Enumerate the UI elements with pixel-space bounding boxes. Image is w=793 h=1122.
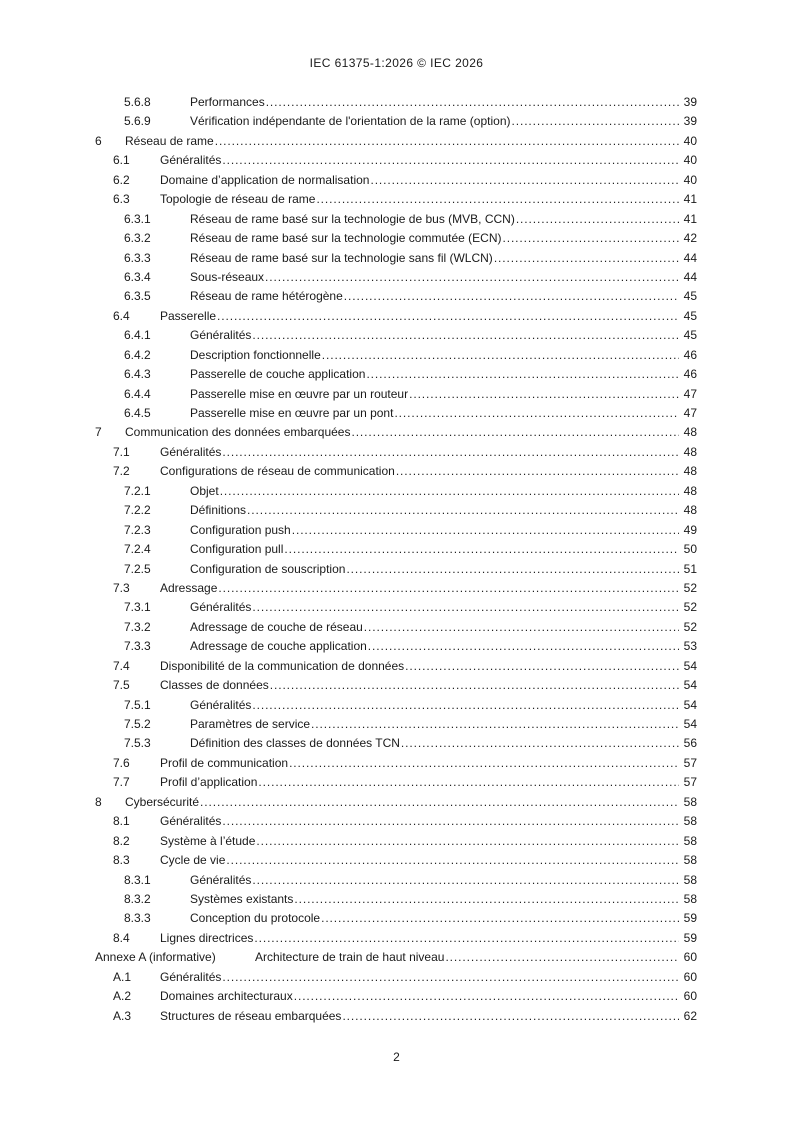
toc-entry-page: 49 <box>683 522 697 537</box>
toc-entry[interactable] <box>0 326 793 345</box>
toc-entry[interactable] <box>0 832 793 851</box>
toc-entry-number: 6.1 <box>113 153 130 168</box>
toc-entry-page: 58 <box>683 891 697 906</box>
toc-entry[interactable] <box>0 968 793 987</box>
toc-entry-page: 47 <box>683 406 697 420</box>
toc-entry-page: 58 <box>683 853 697 868</box>
toc-entry[interactable] <box>0 812 793 831</box>
toc-entry-page: 40 <box>683 133 697 148</box>
dot-leader <box>252 598 679 617</box>
toc-entry-number: 7.5.1 <box>124 697 151 712</box>
toc-entry-page: 52 <box>683 600 697 615</box>
toc-entry-title: Objet <box>190 483 219 498</box>
dot-leader <box>351 423 679 442</box>
toc-entry-title: Configuration de souscription <box>190 561 346 576</box>
dot-leader <box>322 346 679 365</box>
toc-entry[interactable] <box>0 987 793 1006</box>
dot-leader <box>252 696 679 715</box>
toc-entry-title: Généralités <box>160 814 222 829</box>
toc-entry-page: 42 <box>683 231 697 246</box>
toc-entry-title: Réseau de rame basé sur la technologie sans fil (WLCN) <box>190 250 493 265</box>
dot-leader <box>366 365 679 384</box>
dot-leader <box>445 948 679 967</box>
dot-leader <box>200 793 679 812</box>
page-header: IEC 61375-1:2026 © IEC 2026 <box>309 56 484 70</box>
dot-leader <box>409 385 679 404</box>
toc-entry-number: 8.4 <box>113 930 130 945</box>
dot-leader <box>222 443 679 462</box>
toc-entry-line <box>190 482 697 501</box>
dot-leader <box>364 618 679 637</box>
toc-entry-line <box>190 385 697 404</box>
toc-entry-title: Cybersécurité <box>125 794 200 809</box>
toc-entry-line <box>160 462 697 481</box>
toc-entry-number: 5.6.9 <box>124 114 151 129</box>
toc-entry-line <box>190 715 697 734</box>
toc-entry-title: Communication des données embarquées <box>125 425 351 440</box>
toc-entry-title: Réseau de rame hétérogène <box>190 289 343 304</box>
toc-entry[interactable] <box>0 734 793 753</box>
dot-leader <box>222 812 679 831</box>
toc-entry[interactable] <box>0 521 793 540</box>
toc-entry-page: 45 <box>683 328 697 343</box>
toc-entry-line <box>190 696 697 715</box>
toc-entry[interactable] <box>0 249 793 268</box>
toc-entry-line <box>160 190 697 209</box>
toc-entry[interactable] <box>0 365 793 384</box>
toc-entry-page: 48 <box>683 483 697 498</box>
toc-entry-title: Passerelle mise en œuvre par un routeur <box>190 386 409 401</box>
toc-entry-title: Définition des classes de données TCN <box>190 736 400 751</box>
toc-entry[interactable] <box>0 1007 793 1026</box>
toc-entry-title: Passerelle mise en œuvre par un pont <box>190 406 394 420</box>
toc-entry-title: Systèmes existants <box>190 891 294 906</box>
toc-entry-title: Architecture de train de haut niveau <box>255 950 445 965</box>
toc-entry[interactable] <box>0 851 793 870</box>
toc-entry-number: 7.2.5 <box>124 561 151 576</box>
toc-entry-title: Conception du protocole <box>190 911 321 926</box>
toc-entry-title: Profil de communication <box>160 755 289 770</box>
toc-entry-title: Généralités <box>190 328 252 343</box>
toc-entry-page: 60 <box>683 989 697 1004</box>
toc-entry-number: Annexe A (informative) <box>95 950 216 965</box>
toc-entry-number: A.1 <box>113 969 132 984</box>
toc-entry-page: 60 <box>683 969 697 984</box>
toc-entry-number: 6 <box>95 133 102 148</box>
toc-entry-number: 7.3.2 <box>124 619 151 634</box>
toc-entry[interactable] <box>0 560 793 579</box>
toc-entry[interactable] <box>0 715 793 734</box>
toc-entry-line <box>190 890 697 909</box>
page-number: 2 <box>393 1050 400 1064</box>
toc-entry[interactable] <box>0 793 793 812</box>
toc-entry-number: 8.1 <box>113 814 130 829</box>
toc-entry-number: A.3 <box>113 1008 132 1023</box>
dot-leader <box>266 93 679 112</box>
toc-entry-title: Vérification indépendante de l'orientation de la rame (option) <box>190 114 511 129</box>
toc-entry[interactable] <box>0 190 793 209</box>
toc-entry-line <box>190 598 697 617</box>
toc-entry[interactable] <box>0 229 793 248</box>
toc-entry-title: Performances <box>190 95 265 109</box>
toc-entry-page: 58 <box>683 872 697 887</box>
toc-entry[interactable] <box>0 618 793 637</box>
toc-entry-number: 7.4 <box>113 658 130 673</box>
toc-entry-number: 7.3.1 <box>124 600 151 615</box>
toc-entry-page: 44 <box>683 250 697 265</box>
toc-entry-number: 8.3 <box>113 853 130 868</box>
toc-entry-line <box>160 443 697 462</box>
toc-entry-line <box>160 1007 697 1026</box>
toc-entry-line <box>190 521 697 540</box>
toc-entry-number: 7.2.3 <box>124 522 151 537</box>
toc-entry-page: 62 <box>683 1008 697 1023</box>
toc-entry-number: 7 <box>95 425 102 440</box>
toc-entry-page: 52 <box>683 580 697 595</box>
toc-entry-title: Généralités <box>190 600 252 615</box>
dot-leader <box>284 540 679 559</box>
toc-entry-line <box>160 812 697 831</box>
toc-entry-page: 54 <box>683 678 697 693</box>
toc-entry-title: Cycle de vie <box>160 853 226 868</box>
toc-entry-number: 7.2.2 <box>124 503 151 518</box>
toc-entry-number: A.2 <box>113 989 132 1004</box>
toc-entry[interactable] <box>0 385 793 404</box>
toc-entry-number: 8.3.3 <box>124 911 151 926</box>
toc-entry-page: 57 <box>683 775 697 790</box>
toc-entry[interactable] <box>0 696 793 715</box>
toc-entry-page: 45 <box>683 308 697 323</box>
dot-leader <box>405 657 679 676</box>
toc-entry[interactable] <box>0 112 793 131</box>
toc-entry-line <box>190 637 697 656</box>
toc-entry-number: 7.7 <box>113 775 130 790</box>
toc-entry-line <box>190 93 697 112</box>
toc-entry-number: 6.4.5 <box>124 406 151 420</box>
toc-entry-title: Domaine d’application de normalisation <box>160 172 370 187</box>
toc-entry-title: Configuration pull <box>190 542 284 557</box>
dot-leader <box>346 560 679 579</box>
toc-entry[interactable] <box>0 462 793 481</box>
toc-entry-line <box>160 171 697 190</box>
toc-entry[interactable] <box>0 929 793 948</box>
dot-leader <box>215 132 679 151</box>
toc-entry-title: Généralités <box>160 444 222 459</box>
toc-entry-line <box>255 948 697 967</box>
toc-entry-number: 6.4.1 <box>124 328 151 343</box>
toc-entry-page: 52 <box>683 619 697 634</box>
toc-entry-title: Adressage de couche application <box>190 639 367 654</box>
toc-entry-page: 47 <box>683 386 697 401</box>
toc-entry-line <box>190 560 697 579</box>
toc-entry-page: 60 <box>683 950 697 965</box>
toc-entry[interactable] <box>0 676 793 695</box>
toc-entry-page: 41 <box>683 211 697 226</box>
toc-entry-number: 6.3.2 <box>124 231 151 246</box>
dot-leader <box>222 968 679 987</box>
toc-entry-title: Adressage <box>160 580 218 595</box>
dot-leader <box>252 326 679 345</box>
dot-leader <box>368 637 679 656</box>
toc-entry-line <box>160 657 697 676</box>
toc-entry-number: 6.4.3 <box>124 367 151 382</box>
dot-leader <box>254 929 679 948</box>
toc-entry-line <box>190 871 697 890</box>
toc-entry-line <box>190 249 697 268</box>
toc-entry[interactable] <box>0 948 793 967</box>
toc-entry-line <box>160 754 697 773</box>
toc-entry-number: 7.1 <box>113 444 130 459</box>
toc-entry-title: Passerelle <box>160 308 217 323</box>
toc-entry-line <box>190 909 697 928</box>
toc-entry-number: 6.3.5 <box>124 289 151 304</box>
toc-entry-number: 7.2 <box>113 464 130 479</box>
dot-leader <box>342 1007 679 1026</box>
dot-leader <box>516 210 679 229</box>
toc-entry-number: 7.5.2 <box>124 717 151 731</box>
toc-entry-title: Paramètres de service <box>190 717 311 731</box>
toc-entry-page: 39 <box>683 95 697 109</box>
toc-entry[interactable] <box>0 132 793 151</box>
toc-entry-title: Configuration push <box>190 522 291 537</box>
toc-entry-title: Généralités <box>160 969 222 984</box>
toc-entry[interactable] <box>0 482 793 501</box>
toc-entry-title: Domaines architecturaux <box>160 989 293 1004</box>
toc-entry-page: 40 <box>683 153 697 168</box>
toc-entry-line <box>190 268 697 287</box>
toc-entry-page: 54 <box>683 658 697 673</box>
toc-entry-title: Réseau de rame basé sur la technologie commutée (ECN) <box>190 231 502 246</box>
toc-entry-page: 57 <box>683 755 697 770</box>
toc-entry-page: 48 <box>683 444 697 459</box>
dot-leader <box>316 190 679 209</box>
toc-entry-page: 59 <box>683 911 697 926</box>
toc-entry-page: 46 <box>683 347 697 362</box>
toc-entry[interactable] <box>0 423 793 442</box>
toc-entry-title: Disponibilité de la communication de données <box>160 658 405 673</box>
toc-entry-page: 58 <box>683 794 697 809</box>
toc-entry[interactable] <box>0 210 793 229</box>
toc-entry-line <box>190 287 697 306</box>
toc-entry-line <box>190 734 697 753</box>
toc-entry-title: Adressage de couche de réseau <box>190 619 363 634</box>
toc-entry[interactable] <box>0 598 793 617</box>
toc-entry-page: 48 <box>683 425 697 440</box>
toc-entry[interactable] <box>0 268 793 287</box>
toc-entry-number: 7.2.4 <box>124 542 151 557</box>
dot-leader <box>294 890 679 909</box>
toc-entry-number: 8.3.2 <box>124 891 151 906</box>
toc-entry-title: Topologie de réseau de rame <box>160 192 316 207</box>
toc-entry[interactable] <box>0 657 793 676</box>
toc-entry-line <box>190 210 697 229</box>
toc-entry-title: Configurations de réseau de communication <box>160 464 395 479</box>
toc-entry-page: 45 <box>683 289 697 304</box>
toc-entry-title: Passerelle de couche application <box>190 367 366 382</box>
toc-entry-line <box>160 851 697 870</box>
dot-leader <box>344 287 679 306</box>
toc-entry-line <box>190 112 697 131</box>
toc-entry-title: Réseau de rame basé sur la technologie de bus (MVB, CCN) <box>190 211 515 226</box>
toc-entry-page: 54 <box>683 697 697 712</box>
toc-entry-page: 40 <box>683 172 697 187</box>
toc-entry-page: 53 <box>683 639 697 654</box>
toc-entry-page: 54 <box>683 717 697 731</box>
toc-entry-title: Généralités <box>190 872 252 887</box>
dot-leader <box>294 987 679 1006</box>
dot-leader <box>502 229 679 248</box>
toc-entry-title: Sous-réseaux <box>190 269 265 284</box>
toc-entry-line <box>160 968 697 987</box>
toc-entry-page: 39 <box>683 114 697 129</box>
toc-entry-page: 48 <box>683 503 697 518</box>
toc-entry-line <box>190 540 697 559</box>
toc-entry-line <box>190 229 697 248</box>
toc-entry-page: 56 <box>683 736 697 751</box>
toc-entry-line <box>160 987 697 1006</box>
toc-entry[interactable] <box>0 307 793 326</box>
toc-entry-title: Classes de données <box>160 678 269 693</box>
toc-entry-number: 7.5.3 <box>124 736 151 751</box>
toc-entry-page: 41 <box>683 192 697 207</box>
toc-entry-page: 58 <box>683 814 697 829</box>
dot-leader <box>289 754 679 773</box>
toc-entry[interactable] <box>0 754 793 773</box>
toc-entry-line <box>190 618 697 637</box>
toc-entry-page: 50 <box>683 542 697 557</box>
table-of-contents <box>0 93 793 1026</box>
dot-leader <box>256 832 679 851</box>
toc-entry-line <box>160 832 697 851</box>
toc-entry-line <box>190 365 697 384</box>
dot-leader <box>226 851 679 870</box>
dot-leader <box>218 579 679 598</box>
dot-leader <box>370 171 679 190</box>
toc-entry-number: 6.3.1 <box>124 211 151 226</box>
toc-entry-page: 58 <box>683 833 697 848</box>
toc-entry-title: Réseau de rame <box>125 133 214 148</box>
toc-entry-line <box>190 501 697 520</box>
dot-leader <box>401 734 679 753</box>
toc-entry-line <box>160 773 697 792</box>
toc-entry[interactable] <box>0 404 793 423</box>
toc-entry-title: Définitions <box>190 503 247 518</box>
toc-entry-page: 51 <box>683 561 697 576</box>
toc-entry-number: 6.4.4 <box>124 386 151 401</box>
toc-entry-number: 6.3 <box>113 192 130 207</box>
dot-leader <box>512 112 680 131</box>
toc-entry-line <box>160 929 697 948</box>
toc-entry-line <box>160 676 697 695</box>
toc-entry-line <box>160 307 697 326</box>
toc-entry[interactable] <box>0 346 793 365</box>
toc-entry[interactable] <box>0 890 793 909</box>
toc-entry-page: 59 <box>683 930 697 945</box>
toc-entry-number: 6.3.3 <box>124 250 151 265</box>
toc-entry-title: Structures de réseau embarquées <box>160 1008 342 1023</box>
toc-entry-line <box>160 579 697 598</box>
toc-entry-number: 8.2 <box>113 833 130 848</box>
toc-entry[interactable] <box>0 93 793 112</box>
dot-leader <box>222 151 679 170</box>
dot-leader <box>220 482 679 501</box>
dot-leader <box>217 307 679 326</box>
dot-leader <box>394 404 679 423</box>
dot-leader <box>252 871 679 890</box>
toc-entry-number: 6.4 <box>113 308 130 323</box>
toc-entry-title: Description fonctionnelle <box>190 347 321 362</box>
toc-entry-number: 7.2.1 <box>124 483 151 498</box>
toc-entry-title: Généralités <box>160 153 222 168</box>
toc-entry-number: 5.6.8 <box>124 95 151 109</box>
dot-leader <box>265 268 679 287</box>
toc-entry-title: Système à l’étude <box>160 833 256 848</box>
dot-leader <box>247 501 679 520</box>
toc-entry-title: Lignes directrices <box>160 930 254 945</box>
toc-entry[interactable] <box>0 579 793 598</box>
toc-entry-line <box>125 132 697 151</box>
dot-leader <box>396 462 679 481</box>
dot-leader <box>270 676 679 695</box>
toc-entry-number: 7.3 <box>113 580 130 595</box>
toc-entry-number: 7.3.3 <box>124 639 151 654</box>
toc-entry[interactable] <box>0 171 793 190</box>
dot-leader <box>292 521 679 540</box>
toc-entry[interactable] <box>0 637 793 656</box>
toc-entry-page: 48 <box>683 464 697 479</box>
toc-entry[interactable] <box>0 871 793 890</box>
toc-entry-line <box>160 151 697 170</box>
toc-entry-number: 7.5 <box>113 678 130 693</box>
toc-entry-number: 8 <box>95 794 102 809</box>
toc-entry-title: Profil d’application <box>160 775 258 790</box>
toc-entry[interactable] <box>0 773 793 792</box>
toc-entry-line <box>190 346 697 365</box>
toc-entry-line <box>125 793 697 812</box>
toc-entry[interactable] <box>0 151 793 170</box>
toc-entry-number: 6.3.4 <box>124 269 151 284</box>
dot-leader <box>311 715 679 734</box>
toc-entry-number: 8.3.1 <box>124 872 151 887</box>
toc-entry-line <box>125 423 697 442</box>
toc-entry-line <box>190 326 697 345</box>
toc-entry-number: 6.2 <box>113 172 130 187</box>
toc-entry-line <box>190 404 697 423</box>
toc-entry[interactable] <box>0 540 793 559</box>
toc-entry[interactable] <box>0 443 793 462</box>
toc-entry[interactable] <box>0 501 793 520</box>
dot-leader <box>494 249 679 268</box>
toc-entry-number: 7.6 <box>113 755 130 770</box>
toc-entry[interactable] <box>0 909 793 928</box>
toc-entry-page: 44 <box>683 269 697 284</box>
toc-entry[interactable] <box>0 287 793 306</box>
dot-leader <box>258 773 679 792</box>
toc-entry-number: 6.4.2 <box>124 347 151 362</box>
dot-leader <box>321 909 679 928</box>
toc-entry-page: 46 <box>683 367 697 382</box>
toc-entry-title: Généralités <box>190 697 252 712</box>
